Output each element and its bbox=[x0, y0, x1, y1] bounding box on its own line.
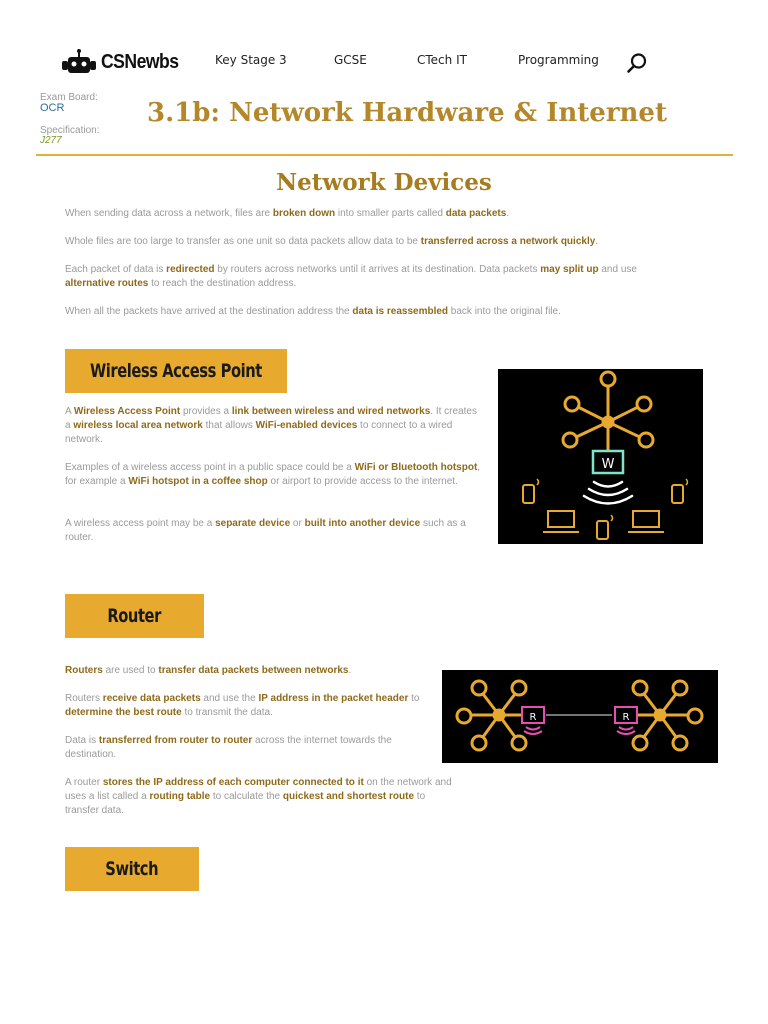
wap-paragraph-3: A wireless access point may be a separate device or built into another device such as a router. bbox=[65, 518, 466, 543]
network-devices-paragraph-3: Each packet of data is redirected by routers across networks until it arrives at its destination. Data packets may split up and use alternative routes to reach the destination address. bbox=[65, 264, 637, 289]
wireless-access-point-diagram bbox=[498, 369, 703, 544]
router-paragraph-3: Data is transferred from router to router across the internet towards the destination. bbox=[65, 735, 392, 760]
title-divider bbox=[36, 154, 733, 156]
network-devices-paragraph-4: When all the packets have arrived at the destination address the data is reassembled back into the original file. bbox=[65, 306, 561, 317]
router-banner bbox=[65, 594, 204, 638]
search-icon[interactable] bbox=[626, 52, 648, 74]
router-paragraph-4: A router stores the IP address of each computer connected to it on the network and uses a list called a routing table to calculate the quickest and shortest route to transfer data. bbox=[65, 777, 452, 816]
specification-label: Specification: bbox=[40, 125, 100, 136]
wap-paragraph-1: A Wireless Access Point provides a link between wireless and wired networks. It creates a wireless local area network that allows WiFi-enabled devices to connect to a wired network. bbox=[65, 406, 477, 445]
wireless-access-point-banner bbox=[65, 349, 287, 393]
nav-ctech-it[interactable]: CTech IT bbox=[417, 53, 467, 67]
wireless-access-point-banner-label: Wireless Access Point bbox=[90, 360, 262, 382]
nav-gcse[interactable]: GCSE bbox=[334, 53, 367, 67]
network-devices-heading: Network Devices bbox=[276, 169, 492, 196]
router-paragraph-1: Routers are used to transfer data packets between networks. bbox=[65, 665, 352, 676]
network-devices-paragraph-1: When sending data across a network, files are broken down into smaller parts called data packets. bbox=[65, 208, 510, 219]
router-diagram-label-right: R bbox=[622, 712, 630, 723]
exam-board-label: Exam Board: bbox=[40, 92, 98, 103]
wap-diagram-label: W bbox=[601, 457, 615, 472]
network-devices-paragraph-2: Whole files are too large to transfer as one unit so data packets allow data to be transferred across a network quickly. bbox=[65, 236, 599, 247]
router-diagram-label-left: R bbox=[529, 712, 537, 723]
wap-paragraph-2: Examples of a wireless access point in a public space could be a WiFi or Bluetooth hotspot, for example a WiFi hotspot in a coffee shop or airport to provide access to the internet. bbox=[65, 462, 481, 487]
nav-programming[interactable]: Programming bbox=[518, 53, 599, 67]
robot-logo-icon bbox=[60, 48, 98, 76]
exam-board-value[interactable]: OCR bbox=[40, 102, 65, 114]
router-diagram bbox=[442, 670, 718, 763]
router-banner-label: Router bbox=[107, 605, 162, 627]
router-paragraph-2: Routers receive data packets and use the IP address in the packet header to determine the best route to transmit the data. bbox=[65, 693, 420, 718]
switch-banner-label: Switch bbox=[105, 858, 159, 880]
specification-value[interactable]: J277 bbox=[40, 135, 62, 146]
logo-text: CSNewbs bbox=[101, 50, 179, 73]
csnewbs-logo[interactable] bbox=[60, 44, 189, 80]
page-title: 3.1b: Network Hardware & Internet bbox=[147, 98, 667, 128]
nav-key-stage-3[interactable]: Key Stage 3 bbox=[215, 53, 287, 67]
switch-banner bbox=[65, 847, 199, 891]
